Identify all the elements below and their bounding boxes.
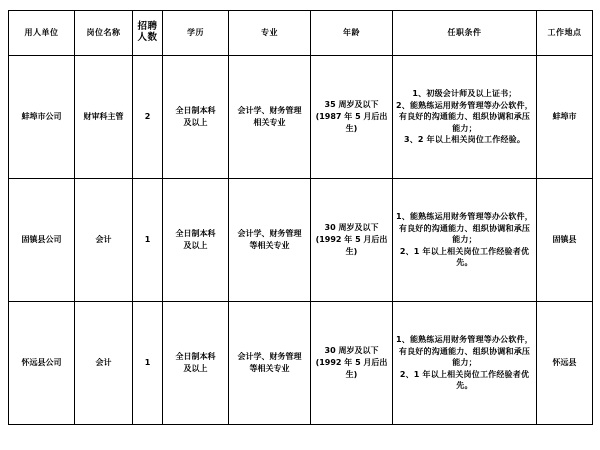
table-row — [9, 56, 593, 179]
cell-workplace: 固镇县 — [537, 179, 593, 302]
cell-age — [311, 179, 393, 302]
cell-education-line1: 全日制本科 — [175, 352, 216, 361]
cell-education — [163, 56, 229, 179]
cell-age-line2: (1987 年 5 月后出生) — [315, 112, 388, 133]
column-header-major: 专业 — [229, 11, 311, 56]
table-body — [9, 56, 593, 425]
condition-item: 2、1 年以上相关岗位工作经验者优先。 — [399, 369, 530, 391]
cell-age-line2: (1992 年 5 月后出生) — [315, 358, 388, 379]
cell-unit: 怀远县公司 — [9, 302, 75, 425]
cell-age — [311, 302, 393, 425]
cell-workplace: 怀远县 — [537, 302, 593, 425]
cell-conditions — [393, 179, 537, 302]
cell-post: 会计 — [75, 179, 133, 302]
column-header-age: 年龄 — [311, 11, 393, 56]
cell-education — [163, 179, 229, 302]
table-row — [9, 302, 593, 425]
cell-age-line2: (1992 年 5 月后出生) — [315, 235, 388, 256]
cell-workplace: 蚌埠市 — [537, 56, 593, 179]
cell-education-line2: 及以上 — [183, 118, 208, 127]
column-header-number-line2: 人数 — [137, 32, 158, 43]
cell-major-line2: 相关专业 — [253, 118, 286, 127]
condition-item: 2、能熟练运用财务管理等办公软件，有良好的沟通能力、组织协调和承压能力； — [396, 100, 533, 133]
cell-major-line2: 等相关专业 — [249, 241, 290, 250]
cell-major-line1: 会计学、财务管理 — [237, 229, 302, 238]
column-header-conditions: 任职条件 — [393, 11, 537, 56]
condition-item: 1、能熟练运用财务管理等办公软件，有良好的沟通能力、组织协调和承压能力； — [396, 335, 533, 368]
cell-major — [229, 302, 311, 425]
cell-number: 2 — [133, 56, 163, 179]
cell-education-line2: 及以上 — [183, 241, 208, 250]
cell-education-line1: 全日制本科 — [175, 229, 216, 238]
cell-education-line2: 及以上 — [183, 364, 208, 373]
column-header-unit: 用人单位 — [9, 11, 75, 56]
table-header — [9, 11, 593, 56]
cell-major-line2: 等相关专业 — [249, 364, 290, 373]
cell-post: 会计 — [75, 302, 133, 425]
cell-post: 财审科主管 — [75, 56, 133, 179]
cell-age-line1: 35 周岁及以下 — [324, 100, 379, 109]
column-header-post: 岗位名称 — [75, 11, 133, 56]
cell-major-line1: 会计学、财务管理 — [237, 352, 302, 361]
column-header-workplace: 工作地点 — [537, 11, 593, 56]
cell-number: 1 — [133, 302, 163, 425]
cell-number: 1 — [133, 179, 163, 302]
condition-item: 1、能熟练运用财务管理等办公软件，有良好的沟通能力、组织协调和承压能力； — [396, 212, 533, 245]
table-row — [9, 179, 593, 302]
condition-item: 2、1 年以上相关岗位工作经验者优先。 — [399, 246, 530, 268]
recruitment-table — [8, 10, 593, 425]
cell-conditions — [393, 302, 537, 425]
cell-major-line1: 会计学、财务管理 — [237, 106, 302, 115]
cell-unit: 固镇县公司 — [9, 179, 75, 302]
table-header-row — [9, 11, 593, 56]
cell-education — [163, 302, 229, 425]
column-header-number-line1: 招聘 — [137, 21, 158, 33]
condition-item: 1、初级会计师及以上证书； — [412, 89, 517, 99]
cell-education-line1: 全日制本科 — [175, 106, 216, 115]
cell-unit: 蚌埠市公司 — [9, 56, 75, 179]
column-header-number — [133, 11, 163, 56]
column-header-education: 学历 — [163, 11, 229, 56]
cell-age — [311, 56, 393, 179]
cell-major — [229, 56, 311, 179]
cell-major — [229, 179, 311, 302]
cell-age-line1: 30 周岁及以下 — [324, 346, 379, 355]
cell-age-line1: 30 周岁及以下 — [324, 223, 379, 232]
condition-item: 3、2 年以上相关岗位工作经验。 — [403, 135, 526, 145]
cell-conditions — [393, 56, 537, 179]
